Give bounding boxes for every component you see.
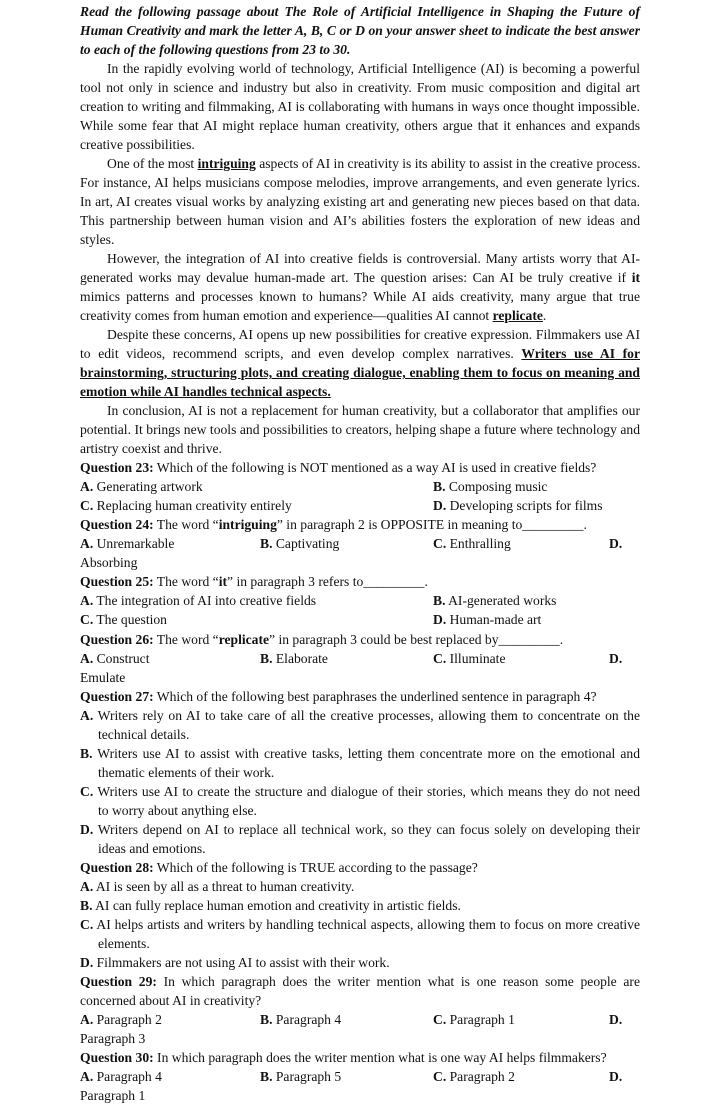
option-letter: A. — [80, 536, 94, 551]
underlined-sentence-part-1: Writers use AI for — [521, 346, 640, 361]
p2-text: aspects of AI in creativity is its ability to assist in the creative process. — [255, 156, 641, 171]
option-text: Captivating — [272, 536, 340, 551]
q26-option-a[interactable] — [80, 649, 149, 668]
option-text: Unremarkable — [93, 536, 175, 551]
q24-option-b[interactable] — [260, 534, 339, 553]
question-text: In which paragraph does the writer mention what is one way AI helps filmmakers? — [153, 1050, 607, 1065]
question-keyword: it — [218, 574, 228, 589]
q23-option-a[interactable] — [80, 477, 203, 496]
q27-option-b[interactable] — [80, 744, 640, 763]
q29-option-c[interactable] — [433, 1010, 515, 1029]
q24-option-d-letter[interactable]: D. — [609, 536, 623, 551]
option-letter: A. — [80, 479, 94, 494]
q30-option-d-letter[interactable]: D. — [609, 1069, 623, 1084]
option-letter: C. — [433, 536, 447, 551]
q30-option-a[interactable] — [80, 1067, 162, 1086]
question-text: . — [559, 632, 564, 647]
q29-option-d-letter[interactable]: D. — [609, 1012, 623, 1027]
q27-option-d-cont[interactable]: ideas and emotions. — [98, 841, 206, 856]
option-letter: A. — [80, 651, 94, 666]
option-letter: C. — [433, 1069, 447, 1084]
question-label: Question 28: — [80, 860, 154, 875]
question-29 — [80, 972, 640, 991]
keyword-replicate: replicate — [492, 308, 543, 323]
question-30 — [80, 1048, 640, 1067]
p2-text: One of the most — [107, 156, 198, 171]
option-text: Filmmakers are not using AI to assist with their work. — [93, 955, 390, 970]
q24-option-c[interactable] — [433, 534, 511, 553]
p1-line-1: In the rapidly evolving world of technology, Artificial Intelligence (AI) is becoming a powerful — [107, 61, 640, 76]
option-letter: C. — [80, 784, 94, 799]
option-text: Composing music — [445, 479, 548, 494]
option-text: The question — [93, 612, 167, 627]
option-text: Paragraph 2 — [446, 1069, 515, 1084]
p2-line-2: For instance, AI helps musicians compose melodies, improve arrangements, and even generate lyrics. — [80, 175, 640, 190]
q26-option-d-letter[interactable]: D. — [609, 651, 623, 666]
option-letter: B. — [260, 1012, 273, 1027]
instruction-line-1: Read the following passage about The Role of Artificial Intelligence in Shaping the Future of — [80, 4, 640, 19]
p3-line-4 — [80, 306, 640, 325]
question-29-cont: concerned about AI in creativity? — [80, 993, 262, 1008]
p1-line-4: While some fear that AI might replace human creativity, others argue that it enhances and expands — [80, 118, 640, 133]
option-text: Illuminate — [446, 651, 506, 666]
option-letter: A. — [80, 879, 94, 894]
option-text: Paragraph 1 — [446, 1012, 515, 1027]
q25-option-b[interactable] — [433, 591, 556, 610]
option-letter: D. — [433, 612, 447, 627]
q30-option-d-text[interactable]: Paragraph 1 — [80, 1088, 146, 1103]
question-text: The word “ — [153, 574, 219, 589]
answer-blank: _________ — [498, 632, 560, 647]
option-text: Paragraph 4 — [272, 1012, 342, 1027]
option-letter: B. — [80, 746, 93, 761]
option-letter: B. — [260, 1069, 273, 1084]
q27-option-c-cont[interactable]: to worry about anything else. — [98, 803, 257, 818]
option-text: Enthralling — [446, 536, 511, 551]
question-text: The word “ — [153, 632, 219, 647]
q28-option-c[interactable] — [80, 915, 640, 934]
q25-option-d[interactable] — [433, 610, 541, 629]
question-25 — [80, 572, 640, 591]
option-letter: B. — [433, 593, 446, 608]
question-24 — [80, 515, 640, 534]
option-text: Construct — [93, 651, 150, 666]
option-text: Writers use AI to assist with creative tasks, letting them concentrate more on the emotional and — [92, 746, 640, 761]
underlined-sentence-part-3: emotion while AI handles technical aspects. — [80, 384, 331, 399]
instruction-line-2: Human Creativity and mark the letter A, B, C or D on your answer sheet to indicate the best answer — [80, 23, 640, 38]
answer-blank: _________ — [363, 574, 425, 589]
option-letter: A. — [80, 708, 94, 723]
q26-option-c[interactable] — [433, 649, 506, 668]
option-text: Developing scripts for films — [446, 498, 603, 513]
option-letter: D. — [80, 955, 94, 970]
question-text: ” in paragraph 3 could be best replaced by — [269, 632, 499, 647]
instruction-line-3: to each of the following questions from 23 to 30. — [80, 42, 351, 57]
q25-option-c[interactable] — [80, 610, 167, 629]
p4-line-1: Despite these concerns, AI opens up new possibilities for creative expression. Filmmakers use AI — [107, 327, 640, 342]
question-text: Which of the following is NOT mentioned as a way AI is used in creative fields? — [153, 460, 597, 475]
keyword-it: it — [631, 270, 640, 285]
p5-line-2: potential. It brings new tools and possibilities to creators, helping shape a future where technology and — [80, 422, 640, 437]
option-letter: B. — [80, 898, 93, 913]
question-text: ” in paragraph 2 is OPPOSITE in meaning to — [276, 517, 523, 532]
question-text: Which of the following best paraphrases the underlined sentence in paragraph 4? — [153, 689, 597, 704]
p3-line-2 — [80, 268, 640, 287]
option-text: Paragraph 5 — [272, 1069, 342, 1084]
question-keyword: replicate — [218, 632, 270, 647]
option-letter: A. — [80, 1012, 94, 1027]
answer-blank: _________ — [522, 517, 584, 532]
q28-option-b[interactable] — [80, 896, 640, 915]
p1-line-3: creation to writing and filmmaking, AI is collaborating with humans in ways once thought impossible. — [80, 99, 640, 114]
question-text: In which paragraph does the writer mention what is one reason some people are — [156, 974, 640, 989]
q28-option-a[interactable] — [80, 877, 640, 896]
option-letter: D. — [80, 822, 94, 837]
option-text: Writers depend on AI to replace all technical work, so they can focus solely on developing their — [93, 822, 640, 837]
p2-line-3: In art, AI creates visual works by analyzing existing art and generating new pieces based on that data. — [80, 194, 640, 209]
question-label: Question 29: — [80, 974, 157, 989]
option-text: Elaborate — [272, 651, 328, 666]
q30-option-b[interactable] — [260, 1067, 341, 1086]
option-letter: C. — [433, 651, 447, 666]
option-text: The integration of AI into creative fields — [93, 593, 317, 608]
option-letter: B. — [260, 536, 273, 551]
p2-line-1 — [107, 154, 640, 173]
question-label: Question 27: — [80, 689, 154, 704]
option-text: Generating artwork — [93, 479, 203, 494]
option-text: Writers rely on AI to take care of all the creative processes, allowing them to concentrate on the — [93, 708, 640, 723]
q29-option-a[interactable] — [80, 1010, 162, 1029]
p5-line-1: In conclusion, AI is not a replacement for human creativity, but a collaborator that amplifies our — [107, 403, 640, 418]
question-label: Question 25: — [80, 574, 154, 589]
p4-text: to edit videos, recommend scripts, and even develop complex narratives. — [80, 346, 522, 361]
q27-option-c[interactable] — [80, 782, 640, 801]
option-text: Paragraph 2 — [93, 1012, 162, 1027]
q27-option-d[interactable] — [80, 820, 640, 839]
q26-option-d-text[interactable]: Emulate — [80, 670, 126, 685]
p5-line-3: artistry coexist and thrive. — [80, 441, 222, 456]
q28-option-c-cont[interactable]: elements. — [98, 936, 150, 951]
keyword-intriguing: intriguing — [197, 156, 256, 171]
question-text: Which of the following is TRUE according to the passage? — [153, 860, 478, 875]
option-letter: C. — [433, 1012, 447, 1027]
option-text: Human-made art — [446, 612, 542, 627]
p3-text: creativity comes from human emotion and experience—qualities AI cannot — [80, 308, 493, 323]
p3-text: . — [542, 308, 547, 323]
p3-text: generated works may devalue human-made art. The question arises: Can AI be truly creative if — [80, 270, 632, 285]
option-letter: A. — [80, 593, 94, 608]
p4-line-2 — [80, 344, 640, 363]
option-text: Writers use AI to create the structure and dialogue of their stories, which means they do not need — [93, 784, 640, 799]
question-text: ” in paragraph 3 refers to — [227, 574, 364, 589]
option-letter: C. — [80, 612, 94, 627]
option-letter: A. — [80, 1069, 94, 1084]
option-letter: C. — [80, 917, 94, 932]
q28-option-d[interactable] — [80, 953, 640, 972]
q27-option-a[interactable] — [80, 706, 640, 725]
question-text: The word “ — [153, 517, 219, 532]
option-text: Replacing human creativity entirely — [93, 498, 292, 513]
q25-option-a[interactable] — [80, 591, 316, 610]
question-27 — [80, 687, 640, 706]
q23-option-c[interactable] — [80, 496, 292, 515]
question-keyword: intriguing — [218, 517, 277, 532]
p2-line-5: styles. — [80, 232, 115, 247]
q27-option-a-cont[interactable]: technical details. — [98, 727, 190, 742]
question-26 — [80, 630, 640, 649]
option-text: AI-generated works — [445, 593, 557, 608]
option-letter: C. — [80, 498, 94, 513]
q26-option-b[interactable] — [260, 649, 328, 668]
option-text: AI helps artists and writers by handling technical aspects, allowing them to focus on more creative — [93, 917, 640, 932]
option-letter: B. — [433, 479, 446, 494]
q23-option-b[interactable] — [433, 477, 547, 496]
question-label: Question 26: — [80, 632, 154, 647]
option-letter: B. — [260, 651, 273, 666]
q24-option-d-text[interactable]: Absorbing — [80, 555, 138, 570]
option-text: AI can fully replace human emotion and creativity in artistic fields. — [92, 898, 461, 913]
option-text: AI is seen by all as a threat to human creativity. — [93, 879, 355, 894]
question-label: Question 23: — [80, 460, 154, 475]
q24-option-a[interactable] — [80, 534, 174, 553]
q27-option-b-cont[interactable]: thematic elements of their work. — [98, 765, 275, 780]
p1-line-5: creative possibilities. — [80, 137, 195, 152]
question-28 — [80, 858, 640, 877]
question-text: . — [424, 574, 428, 589]
question-23 — [80, 458, 640, 477]
option-letter: D. — [433, 498, 447, 513]
p1-line-2: tool not only in science and industry but also in creativity. From music composition and digital art — [80, 80, 640, 95]
underlined-sentence-part-2: brainstorming, structuring plots, and creating dialogue, enabling them to focus on meaning and — [80, 365, 640, 380]
p3-line-3: mimics patterns and processes known to humans? While AI aids creativity, many argue that true — [80, 289, 640, 304]
option-text: Paragraph 4 — [93, 1069, 162, 1084]
p2-line-4: This partnership between human vision and AI’s abilities fosters the exploration of new ideas and — [80, 213, 640, 228]
question-label: Question 24: — [80, 517, 154, 532]
question-label: Question 30: — [80, 1050, 154, 1065]
q29-option-d-text[interactable]: Paragraph 3 — [80, 1031, 146, 1046]
p3-line-1: However, the integration of AI into creative fields is controversial. Many artists worry that AI- — [107, 251, 640, 266]
q23-option-d[interactable] — [433, 496, 603, 515]
q29-option-b[interactable] — [260, 1010, 341, 1029]
question-text: . — [583, 517, 587, 532]
q30-option-c[interactable] — [433, 1067, 515, 1086]
